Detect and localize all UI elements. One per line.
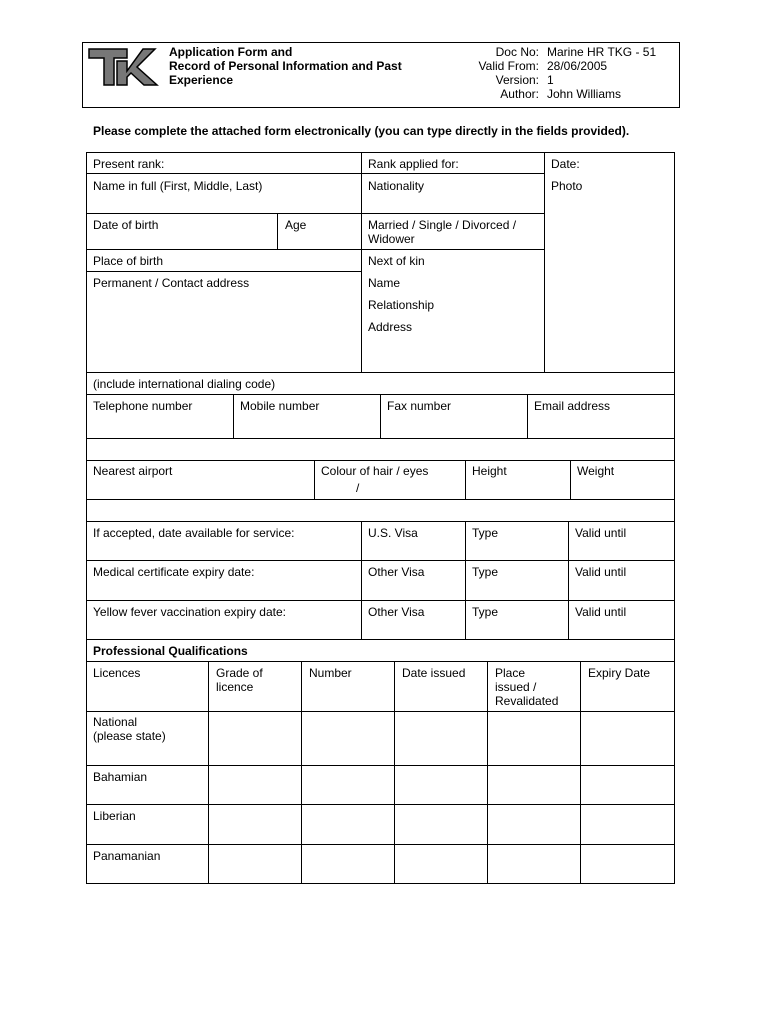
document-title (169, 45, 449, 87)
row-label-panamanian: Panamanian (93, 849, 161, 863)
label-medical-certificate: Medical certificate expiry date: (93, 565, 255, 579)
grid-line (380, 394, 381, 439)
row-label-bahamian: Bahamian (93, 770, 148, 784)
label-height: Height (472, 464, 507, 478)
grid-line (86, 661, 675, 662)
label-kin-address: Address (368, 320, 413, 334)
label-age: Age (285, 218, 307, 232)
meta-label: Valid From: (478, 59, 539, 73)
label-kin-name: Name (368, 276, 401, 290)
row-label-liberian: Liberian (93, 809, 136, 823)
grid-line (301, 661, 302, 884)
grid-line (86, 152, 87, 884)
grid-line (465, 460, 466, 500)
label-telephone: Telephone number (93, 399, 193, 413)
label-email: Email address (534, 399, 611, 413)
grid-line (86, 249, 545, 250)
meta-label: Version: (495, 73, 539, 87)
title-line-3: Experience (169, 73, 234, 87)
meta-row-version (463, 73, 675, 87)
label-name-full: Name in full (First, Middle, Last) (93, 179, 263, 193)
tk-logo-icon (87, 45, 159, 87)
label-next-of-kin: Next of kin (368, 254, 425, 268)
column-header-expiry-date: Expiry Date (588, 666, 651, 680)
meta-value: 1 (547, 73, 554, 87)
label-visa-type: Type (472, 526, 499, 540)
grid-line (86, 499, 675, 500)
grid-line (568, 521, 569, 640)
label-yellow-fever: Yellow fever vaccination expiry date: (93, 605, 286, 619)
grid-line (86, 372, 675, 373)
grid-line (233, 394, 234, 439)
grid-line (465, 521, 466, 640)
grid-line (394, 661, 395, 884)
label-nationality: Nationality (368, 179, 425, 193)
meta-row-valid-from (463, 59, 675, 73)
label-us-visa: U.S. Visa (368, 526, 418, 540)
label-fax: Fax number (387, 399, 452, 413)
title-line-2: Record of Personal Information and Past (169, 59, 402, 73)
instructions-text: Please complete the attached form electronically (you can type directly in the fields provided). (93, 124, 630, 138)
label-visa-type: Type (472, 565, 499, 579)
label-weight: Weight (577, 464, 615, 478)
meta-value: John Williams (547, 87, 622, 101)
grid-line (86, 711, 675, 712)
grid-line (487, 661, 488, 884)
grid-line (361, 521, 362, 640)
label-marital-status: Married / Single / Divorced / Widower (368, 218, 517, 246)
meta-label: Author: (500, 87, 539, 101)
grid-line (674, 152, 675, 884)
meta-row-author (463, 87, 675, 101)
label-other-visa: Other Visa (368, 565, 425, 579)
grid-line (86, 804, 675, 805)
label-permanent-address: Permanent / Contact address (93, 276, 250, 290)
meta-label: Doc No: (495, 45, 539, 59)
application-form (86, 152, 675, 884)
grid-line (86, 844, 675, 845)
grid-line (361, 152, 362, 373)
label-rank-applied: Rank applied for: (368, 157, 459, 171)
grid-line (86, 173, 545, 174)
grid-line (86, 521, 675, 522)
column-header-date-issued: Date issued (402, 666, 466, 680)
meta-value: Marine HR TKG - 51 (547, 45, 657, 59)
label-visa-valid-until: Valid until (575, 526, 627, 540)
grid-line (86, 883, 675, 884)
column-header-grade: Grade of licence (216, 666, 263, 694)
label-date-available: If accepted, date available for service: (93, 526, 295, 540)
meta-row-doc-no (463, 45, 675, 59)
label-visa-valid-until: Valid until (575, 565, 627, 579)
label-hair-eyes: Colour of hair / eyes (321, 464, 429, 478)
label-mobile: Mobile number (240, 399, 320, 413)
grid-line (314, 460, 315, 500)
section-title-qualifications: Professional Qualifications (93, 644, 248, 658)
grid-line (277, 213, 278, 250)
grid-line (544, 152, 545, 373)
label-visa-type: Type (472, 605, 499, 619)
label-date-of-birth: Date of birth (93, 218, 159, 232)
grid-line (570, 460, 571, 500)
label-place-of-birth: Place of birth (93, 254, 164, 268)
column-header-licences: Licences (93, 666, 141, 680)
label-nearest-airport: Nearest airport (93, 464, 173, 478)
label-dialing-note: (include international dialing code) (93, 377, 276, 391)
grid-line (86, 639, 675, 640)
grid-line (86, 560, 675, 561)
document-header (82, 42, 680, 108)
grid-line (580, 661, 581, 884)
label-photo: Photo (551, 179, 583, 193)
label-other-visa: Other Visa (368, 605, 425, 619)
meta-value: 28/06/2005 (547, 59, 608, 73)
grid-line (527, 394, 528, 439)
grid-line (86, 152, 675, 153)
row-label-national: National (please state) (93, 715, 166, 743)
grid-line (86, 213, 545, 214)
label-visa-valid-until: Valid until (575, 605, 627, 619)
grid-line (86, 460, 675, 461)
column-header-number: Number (309, 666, 352, 680)
label-kin-relationship: Relationship (368, 298, 435, 312)
title-line-1: Application Form and (169, 45, 293, 59)
label-date: Date: (551, 157, 580, 171)
column-header-place-issued: Place issued / Revalidated (495, 666, 559, 708)
label-present-rank: Present rank: (93, 157, 165, 171)
label-hair-eyes-separator: / (356, 481, 360, 495)
grid-line (86, 600, 675, 601)
grid-line (86, 765, 675, 766)
grid-line (86, 271, 361, 272)
grid-line (208, 661, 209, 884)
document-meta (463, 45, 675, 101)
